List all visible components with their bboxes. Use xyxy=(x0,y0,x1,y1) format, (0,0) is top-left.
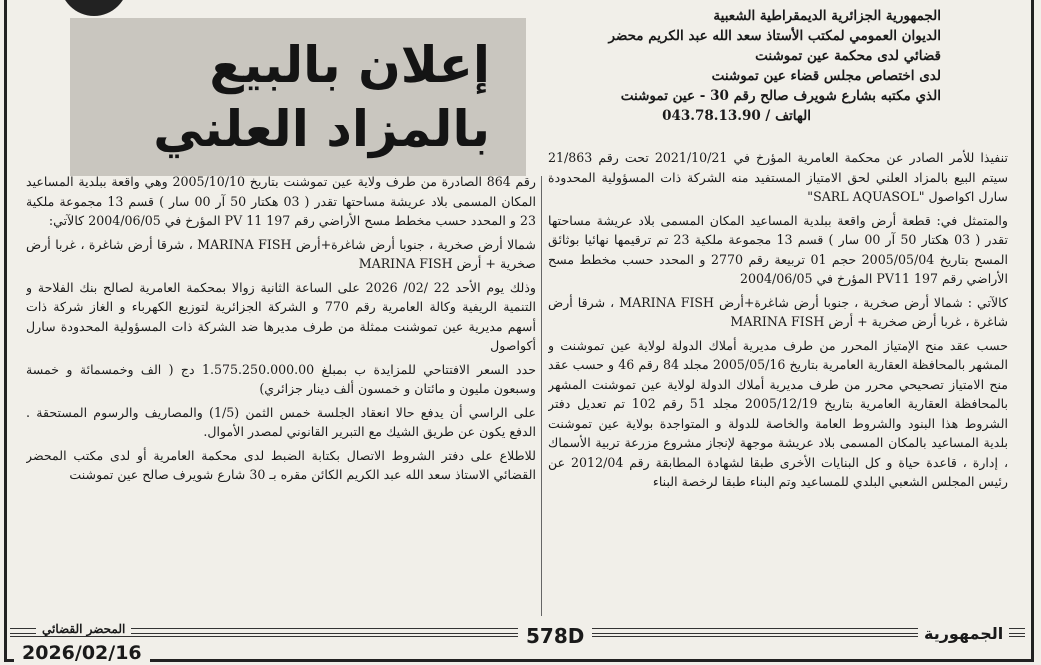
header-line: الديوان العمومي لمكتب الأستاذ سعد الله عبد الكريم محضر xyxy=(608,28,941,44)
paragraph: كالآتي : شمالا أرض صخرية ، جنوبا أرض شاغرة+أرض MARINA FISH ، شرقا أرض شاغرة ، غربا أرض صخرية + أرض MARINA FISH xyxy=(548,294,1008,329)
right-text-column xyxy=(548,148,1008,618)
header-phone: الهاتف / 043.78.13.90 xyxy=(662,108,811,124)
header-line: الجمهورية الجزائرية الديمقراطية الشعبية xyxy=(713,8,941,24)
header-line: قضائي لدى محكمة عين تموشنت xyxy=(755,48,941,64)
auction-banner xyxy=(70,18,526,176)
banner-title-line2: بالمزاد العلني xyxy=(153,100,490,158)
paragraph: شمالا أرض صخرية ، جنوبا أرض شاغرة+أرض MARINA FISH ، شرقا أرض شاغرة ، غربا أرض صخرية + أرض MARINA FISH xyxy=(26,236,536,271)
header-line: الذي مكتبه بشارع شويرف صالح رقم 30 - عين تموشنت xyxy=(620,88,941,104)
left-text-column xyxy=(26,172,536,602)
paragraph: رقم 864 الصادرة من طرف ولاية عين تموشنت بتاريخ 2005/10/10 وهي واقعة ببلدية المساعيد المكان المسمى بلاد عريشة مساحتها تقدر ( 03 هكتار 50 آر 00 سار ) قسم 13 مجموعة ملكية 23 و المحدد حسب مخطط مسح الأراضي رقم PV 11 197 المؤرخ في 2004/06/05 كالآتي: xyxy=(26,174,536,228)
paragraph: على الراسي أن يدفع حالا انعقاد الجلسة خمس الثمن (1/5) والمصاريف والرسوم المستحقة . الدفع يكون عن طريق الشيك مع التبرير القانوني لمصدر الأموال. xyxy=(26,404,536,439)
bailiff-signature: المحضر القضائي xyxy=(36,622,131,636)
newspaper-name: الجمهورية xyxy=(918,624,1009,643)
header-line: لدى اختصاص مجلس قضاء عين تموشنت xyxy=(711,68,941,84)
paragraph: للاطلاع على دفتر الشروط الاتصال بكتابة الضبط لدى محكمة العامرية أو لدى مكتب المحضر القضائي الاستاذ سعد الله عبد الكريم الكائن مقره بـ 30 شارع شويرف صالح عين تموشنت xyxy=(26,447,536,482)
paragraph: تنفيذا للأمر الصادر عن محكمة العامرية المؤرخ في 2021/10/21 تحت رقم 21/863 سيتم البيع بالمزاد العلني لحق الامتياز المستفيد منه الشركة ذات المسؤولية المحدودة سارل اكواصول "SARL AQUASOL" xyxy=(548,150,1008,204)
paragraph: حدد السعر الافتتاحي للمزايدة ب بمبلغ 1.575.250.000.00 دج ( الف وخمسمائة و خمسة وسبعون مليون و مائتان و خمسون ألف دينار جزائري) xyxy=(26,361,536,396)
paragraph: والمتمثل في: قطعة أرض واقعة ببلدية المساعيد المكان المسمى بلاد عريشة مساحتها تقدر ( 03 هكتار 50 آر 00 سار ) قسم 13 مجموعة ملكية 23 تم ترقيمها نهائيا بوثائق المسح بتاريخ 2005/05/04 حجم 01 تربيعة رقم 2770 و المحدد حسب مخطط مسح الأراضي رقم PV11 197 المؤرخ في 2004/06/05 xyxy=(548,212,1008,286)
banner-title-line1: إعلان بالبيع xyxy=(209,36,490,94)
page-code: 578D xyxy=(518,624,592,648)
publication-date: 2026/02/16 xyxy=(14,642,150,664)
issuer-header xyxy=(561,6,941,126)
paragraph: حسب عقد منح الإمتياز المحرر من طرف مديرية أملاك الدولة لولاية عين تموشنت و المشهر بالمحافظة العقارية العامرية بتاريخ 2005/05/16 مجلد 84 رقم 46 و حسب عقد منح الامتياز تصحيحي محرر من طرف مديرية أملاك الدولة لولاية عين تموشنت المشهر بالمحافظة العقارية العامرية بتاريخ 2005/12/19 مجلد 51 رقم 102 تم تعديل دفتر الشروط هذا البنود والشروط العامة والخاصة للدولة و المتواجدة بولاية عين تموشنت بلدية المساعيد بالمكان المسمى بلاد عريشة موجهة لإنجاز مشروع مزرعة تربية الأسماك ، إدارة ، قاعدة حياة و كل البنايات الأخرى طبقا لشهادة المطابقة رقم 2012/04 عن رئيس المجلس الشعبي البلدي للمساعيد وتم البناء طبقا لرخصة البناء xyxy=(548,337,1008,489)
column-divider xyxy=(541,176,542,616)
paragraph: وذلك يوم الأحد 22 /02/ 2026 على الساعة الثانية زوالا بمحكمة العامرية لصالح بنك الفلاحة و التنمية الريفية وكالة العامرية رقم 770 و الشركة الجزائرية لتوزيع الكهرباء و الغاز شركة ذات أسهم مديرية عين تموشنت ممثلة من طرف مديرها ضد الشركة ذات المسؤولية المحدودة سارل أكواصول xyxy=(26,279,536,353)
